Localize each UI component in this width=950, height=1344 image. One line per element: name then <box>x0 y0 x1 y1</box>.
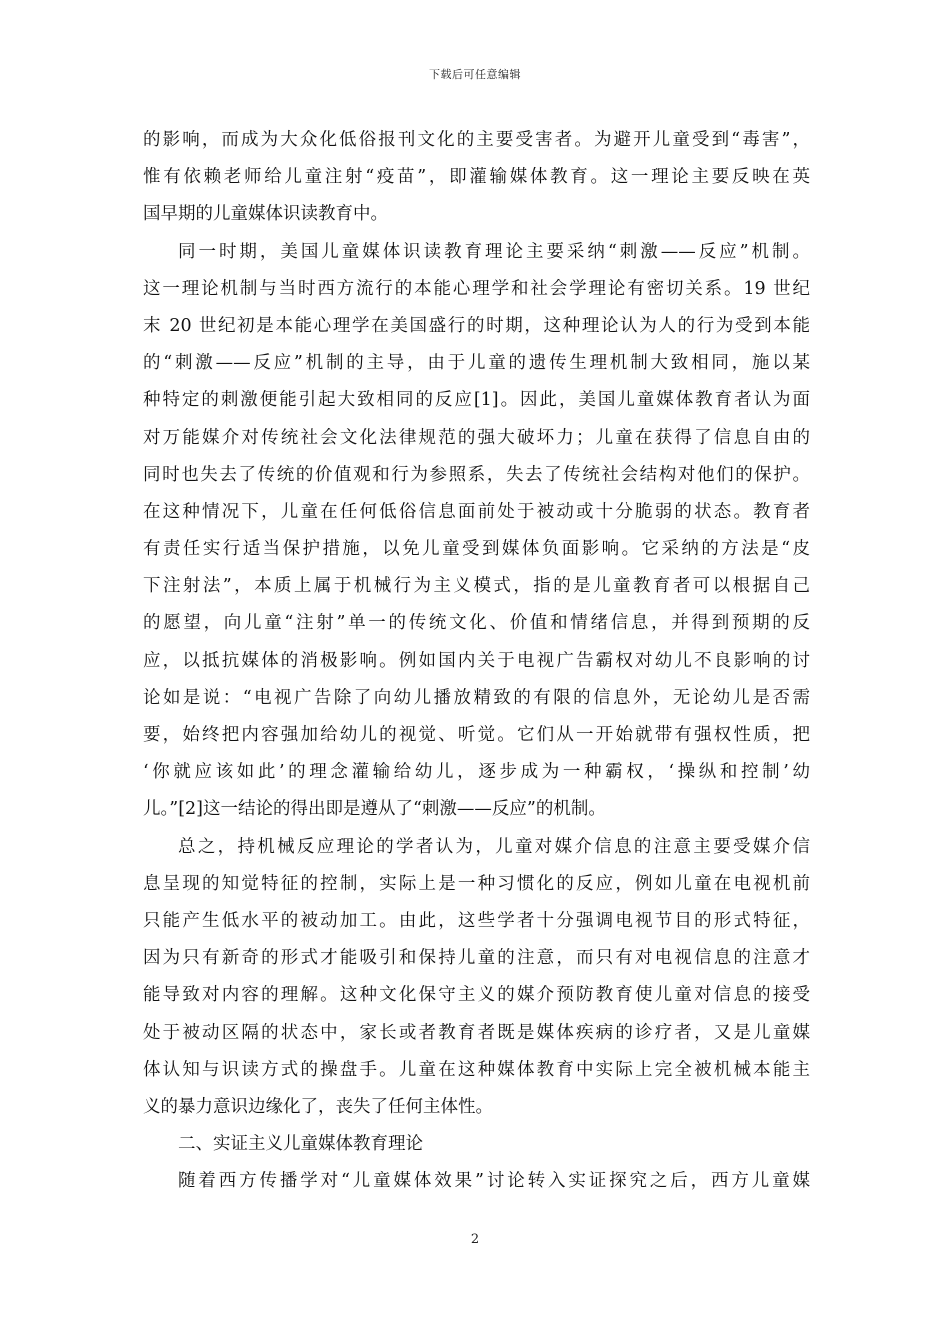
text-line: 国早期的儿童媒体识读教育中。 <box>143 204 388 225</box>
text-line: 同时也失去了传统的价值观和行为参照系，失去了传统社会结构对他们的保护。 <box>143 464 810 485</box>
text-line: 的“刺激——反应”机制的主导，由于儿童的遗传生理机制大致相同，施以某 <box>143 353 810 374</box>
page-number: 2 <box>470 1232 480 1247</box>
text-line: 论如是说：“电视广告除了向幼儿播放精致的有限的信息外，无论幼儿是否需 <box>143 687 810 708</box>
text-line: 要，始终把内容强加给幼儿的视觉、听觉。它们从一开始就带有强权性质，把 <box>143 725 810 745</box>
text-line: 种特定的刺激便能引起大致相同的反应[1]。因此，美国儿童媒体教育者认为面 <box>143 390 810 411</box>
text-line: 二、实证主义儿童媒体教育理论 <box>178 1134 423 1155</box>
text-line: 惟有依赖老师给儿童注射“疫苗”，即灌输媒体教育。这一理论主要反映在英 <box>143 167 810 188</box>
text-line: 只能产生低水平的被动加工。由此，这些学者十分强调电视节目的形式特征， <box>143 910 810 931</box>
text-line: 体认知与识读方式的操盘手。儿童在这种媒体教育中实际上完全被机械本能主 <box>143 1059 810 1080</box>
text-line: 息呈现的知觉特征的控制，实际上是一种习惯化的反应，例如儿童在电视机前 <box>143 873 810 894</box>
text-line: 的影响，而成为大众化低俗报刊文化的主要受害者。为避开儿童受到“毒害”， <box>143 130 810 150</box>
text-line: 的愿望，向儿童“注射”单一的传统文化、价值和情绪信息，并得到预期的反 <box>143 613 810 634</box>
document-body <box>143 122 810 1200</box>
text-line: 义的暴力意识边缘化了，丧失了任何主体性。 <box>143 1096 493 1117</box>
text-line: 下注射法”，本质上属于机械行为主义模式，指的是儿童教育者可以根据自己 <box>143 576 810 597</box>
text-line: 因为只有新奇的形式才能吸引和保持儿童的注意，而只有对电视信息的注意才 <box>143 948 810 969</box>
text-line: 能导致对内容的理解。这种文化保守主义的媒介预防教育使儿童对信息的接受 <box>143 985 810 1006</box>
text-line: 对万能媒介对传统社会文化法律规范的强大破坏力；儿童在获得了信息自由的 <box>143 427 810 448</box>
text-line: 末 20 世纪初是本能心理学在美国盛行的时期，这种理论认为人的行为受到本能 <box>143 315 810 336</box>
text-line: 随着西方传播学对“儿童媒体效果”讨论转入实证探究之后，西方儿童媒 <box>178 1171 810 1192</box>
text-line: 在这种情况下，儿童在任何低俗信息面前处于被动或十分脆弱的状态。教育者 <box>143 501 810 522</box>
page-header: 下载后可任意编辑 <box>429 68 521 81</box>
text-line: 总之，持机械反应理论的学者认为，儿童对媒介信息的注意主要受媒介信 <box>178 836 810 857</box>
text-line: 同一时期，美国儿童媒体识读教育理论主要采纳“刺激——反应”机制。 <box>178 241 810 262</box>
text-line: 这一理论机制与当时西方流行的本能心理学和社会学理论有密切关系。19 世纪 <box>143 278 810 299</box>
text-line: 应，以抵抗媒体的消极影响。例如国内关于电视广告霸权对幼儿不良影响的讨 <box>143 650 810 671</box>
text-line: 有责任实行适当保护措施，以免儿童受到媒体负面影响。它采纳的方法是“皮 <box>143 539 810 560</box>
text-line: ‘你就应该如此’的理念灌输给幼儿，逐步成为一种霸权，‘操纵和控制’幼 <box>143 762 810 783</box>
text-line: 处于被动区隔的状态中，家长或者教育者既是媒体疾病的诊疗者，又是儿童媒 <box>143 1022 810 1043</box>
text-line: 儿。”[2]这一结论的得出即是遵从了“刺激——反应”的机制。 <box>143 799 606 820</box>
